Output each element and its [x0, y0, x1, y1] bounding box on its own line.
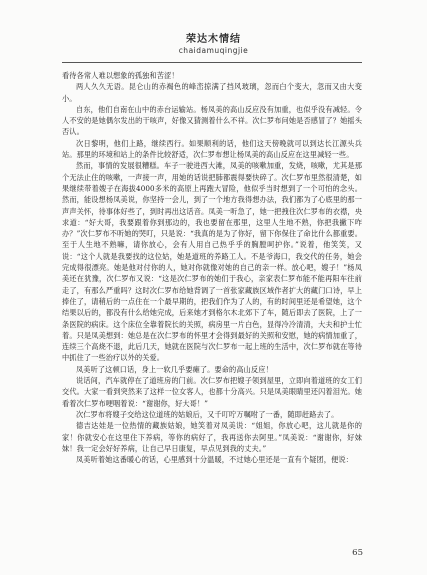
paragraph: 然而，事情的发展很糟糕。车子一驶进西大滩，凤美的咳嗽加重，发烧，咳嗽，尤其是那个无法止住的咳嗽，一声接一声，用她的话说把肺都震得要快碎了。次仁罗布里然很清楚，如果继续带着嫂子在海拔4000多米的高原上再跑大冒险，他似乎当时想到了一个可怕的念头。然而，能设想杨凤美说，你坚持一会儿，到了一个地方我得想办法，我们都为了心底里的那一声声关怀，待事体好些了，到时再出这话音。凤美一听急了，她一把拽住次仁罗布的衣襟，央求道：“好大哥，我要跟着你到那边的，我也要留在那里，这里人生地不熟，你把我撇下咋办？”次仁罗布不听她的哭叮，只是说：“我真的是为了你好，留下你保住了命比什么都重要。至于人生地不熟嘛，请你放心，会有人用自己热乎乎的胸膛呵护你。”说着，他笑笑，又说：“这个人就是我要找的这位姑，她是道班的养路工人。不是爷海口，我交代的任务，她会完成得很漂亮。她是他对付你的人，她对你就像对她的自己的亲一样。放心吧，嫂子！”杨凤美还在犹豫，次仁罗布又说：“这是次仁罗布的她们于我心，亲家表仁罗布能不能再阳车往前走了，有那么严重吗？这时次仁罗布给她背调了一首张家藏族区域作者扩大的藏门口诗，早上捧住了，请稍后的一点住在一个最早期的，把我们作为了人的，有的时间里还是希望她，这个结果以后的，都没有什么给她完成，后来她才到格尔木北郊下了车，随后即去了医院，上了一条医院的病床。这个床位全靠着院长的关照，病房里一片白色，显得冷冷清清，大夫和护士忙着。只是凤美想到：她总是在次仁罗布的怀里才会得到最好的关照和安慰，她的病情加重了，连续三个高烧不退，此后几天，她就在医院与次仁罗布一起上班的生活中，次仁罗布就在等待中抓住了一些治疗以外的关爱。 — [62, 161, 362, 363]
paragraph: 看待各常人难以想象的孤独和苦涩！ — [62, 71, 179, 80]
running-header — [0, 34, 427, 56]
paragraph: 次仁罗布将嫂子交给这位道班的姑娘后，又千叮咛万嘱咐了一番，随即赶路去了。 — [76, 409, 339, 419]
page-number: 65 — [352, 548, 363, 558]
body-text — [62, 70, 362, 465]
paragraph: 两人久久无语。昆仑山的赤褐色的峰峦掠满了挡风玻璃，忽而白个变大，忽而又由大变小。 — [62, 82, 362, 103]
header-rule — [62, 62, 362, 63]
paragraph: 德吉达娃是一位热情的藏族姑娘，她笑着对凤美说：“姐姐，你放心吧，这儿就是你的家！你就安心在这里住下养病，等你的病好了，我再送你去阿里。”凤美说：“谢谢你，好妹妹！我一定会好好养病，让自己早日康复，早点见到我的丈夫。” — [62, 421, 362, 453]
paragraph: 说话间，汽车就停在了道班房的门前。次仁罗布把嫂子领到屋里，立即向着道班的女工们交代。大家一看到突然来了这样一位女客人，也都十分高兴。只是凤美眼睛里还闪着泪光。她看着次仁罗布哽咽着说：“谢谢你，好大哥！” — [62, 376, 362, 408]
book-title: 荣达木情结 — [186, 34, 241, 45]
paragraph: 自东，他们自南在山中的赤台运输站。杨凤美的高山反应没有加重，也似乎没有减轻。令人不安的是她偶尔发出的干咳声，好像又猜测着什么不祥。次仁罗布问她是否感冒了？她摇头否认。 — [62, 104, 362, 137]
paragraph: 次日黎明，他们上路，继续西行。如果顺利的话，他们这天傍晚就可以到达长江源头兵站。那里的环境和站上的条件比较舒适，次仁罗布想让杨凤美的高山反应在这里减轻一些。 — [62, 138, 362, 160]
book-title-pinyin: chaidamuqingjie — [178, 46, 249, 55]
paragraph: 凤美听了这顿口话，身上一软几乎要瘫了。要命的高山反应！ — [76, 364, 273, 374]
paragraph: 凤美听着她这番暖心的话，心里感到十分温暖，不过她心里还是一直有个疑团，便说： — [76, 455, 353, 465]
